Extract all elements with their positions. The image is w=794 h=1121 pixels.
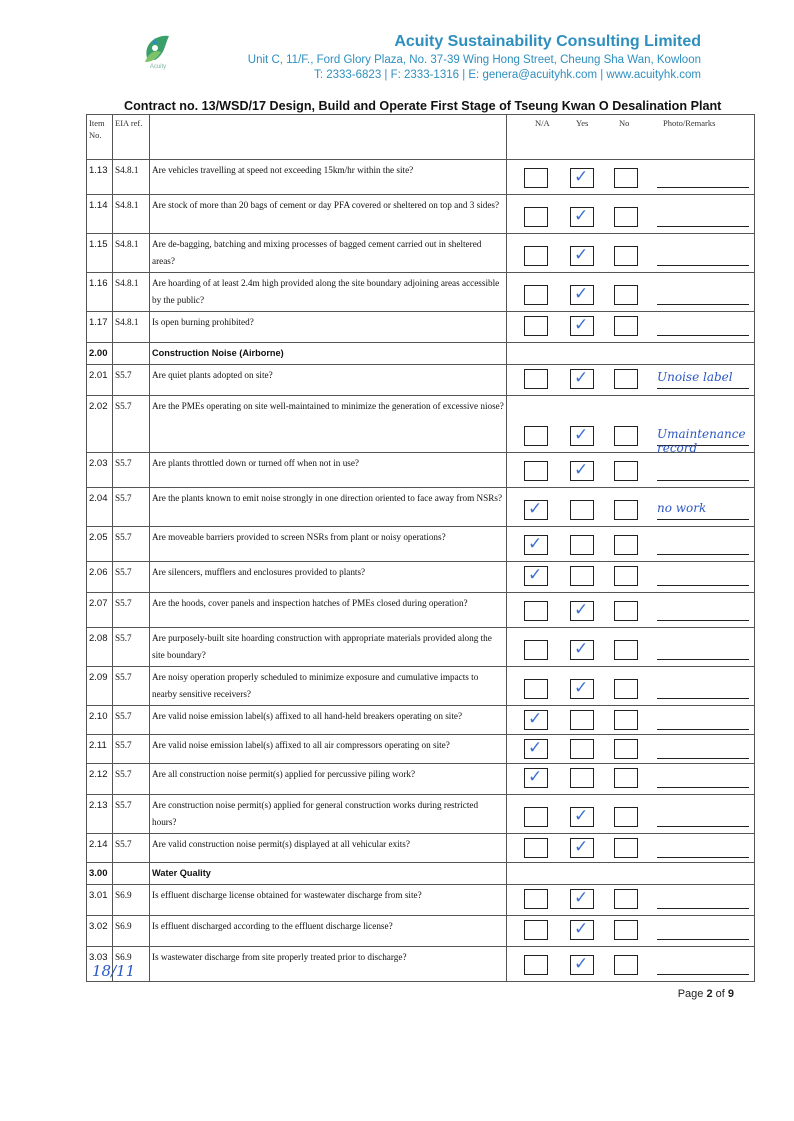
row-item-number: 2.04 [87, 488, 113, 527]
table-header-row [87, 115, 755, 160]
row-answer-cell [507, 160, 755, 195]
row-question: Is effluent discharge license obtained for wastewater discharge from site? [150, 885, 507, 916]
handwritten-date: 18/11 [92, 962, 136, 980]
row-eia-ref: S5.7 [113, 365, 150, 396]
row-item-number: 2.01 [87, 365, 113, 396]
row-item-number: 1.17 [87, 312, 113, 343]
row-item-number: 3.00 [87, 863, 113, 885]
remarks-line [657, 304, 749, 305]
checkbox-no[interactable] [614, 807, 638, 827]
section-row [87, 863, 755, 885]
row-answer-cell [507, 735, 755, 764]
row-eia-ref: S5.7 [113, 628, 150, 667]
row-answer-cell [507, 764, 755, 795]
row-question: Are all construction noise permit(s) applied for percussive piling work? [150, 764, 507, 795]
row-question: Are stock of more than 20 bags of cement or day PFA covered or sheltered on top and 3 sides? [150, 195, 507, 234]
checkbox-na[interactable] [524, 640, 548, 660]
table-row [87, 706, 755, 735]
table-row [87, 312, 755, 343]
checkbox-yes[interactable] [570, 768, 594, 788]
tick-mark-icon: ✓ [574, 837, 589, 857]
table-row [87, 667, 755, 706]
remarks-line [657, 226, 749, 227]
checkbox-na[interactable] [524, 920, 548, 940]
company-name: Acuity Sustainability Consulting Limited [394, 33, 701, 50]
table-row [87, 234, 755, 273]
checkbox-no[interactable] [614, 316, 638, 336]
row-eia-ref: S6.9 [113, 947, 150, 982]
row-item-number: 3.02 [87, 916, 113, 947]
row-question: Is effluent discharged according to the effluent discharge license? [150, 916, 507, 947]
row-answer-cell [507, 562, 755, 593]
row-item-number: 2.03 [87, 453, 113, 488]
tick-mark-icon: ✓ [528, 709, 543, 729]
row-item-number: 1.16 [87, 273, 113, 312]
row-question: Are valid noise emission label(s) affixed to all air compressors operating on site? [150, 735, 507, 764]
tick-mark-icon: ✓ [574, 315, 589, 335]
table-row [87, 834, 755, 863]
table-row [87, 562, 755, 593]
checkbox-no[interactable] [614, 601, 638, 621]
row-answer-cell [507, 885, 755, 916]
row-eia-ref: S6.9 [113, 916, 150, 947]
table-row [87, 764, 755, 795]
row-item-number: 1.15 [87, 234, 113, 273]
table-row [87, 396, 755, 453]
row-eia-ref: S5.7 [113, 667, 150, 706]
checkbox-no[interactable] [614, 246, 638, 266]
row-question: Are de-bagging, batching and mixing processes of bagged cement carried out in sheltered areas? [150, 234, 507, 273]
remarks-line [657, 857, 749, 858]
remarks-line [657, 519, 749, 520]
header-yes: Yes [576, 118, 589, 128]
header-eia: EIA ref. [113, 115, 150, 160]
tick-mark-icon: ✓ [528, 565, 543, 585]
row-answer-cell [507, 488, 755, 527]
checkbox-na[interactable] [524, 838, 548, 858]
row-item-number: 2.07 [87, 593, 113, 628]
row-answer-cell [507, 947, 755, 982]
table-row [87, 795, 755, 834]
checkbox-na[interactable] [524, 207, 548, 227]
remarks-line [657, 659, 749, 660]
row-question: Is open burning prohibited? [150, 312, 507, 343]
row-question: Are plants throttled down or turned off when not in use? [150, 453, 507, 488]
checkbox-yes[interactable] [570, 710, 594, 730]
checkbox-na[interactable] [524, 601, 548, 621]
section-row [87, 343, 755, 365]
tick-mark-icon: ✓ [574, 806, 589, 826]
remarks-line [657, 787, 749, 788]
row-eia-ref: S5.7 [113, 706, 150, 735]
remarks-line [657, 585, 749, 586]
remarks-line [657, 974, 749, 975]
table-row [87, 947, 755, 982]
row-item-number: 2.13 [87, 795, 113, 834]
checkbox-no[interactable] [614, 920, 638, 940]
checkbox-no[interactable] [614, 369, 638, 389]
company-contact: T: 2333-6823 | F: 2333-1316 | E: genera@acuityhk.com | www.acuityhk.com [314, 69, 701, 81]
remarks-line [657, 939, 749, 940]
row-question: Are vehicles travelling at speed not exceeding 15km/hr within the site? [150, 160, 507, 195]
remarks-line [657, 908, 749, 909]
table-row [87, 628, 755, 667]
row-answer-cell [507, 195, 755, 234]
row-eia-ref: S5.7 [113, 488, 150, 527]
checkbox-yes[interactable] [570, 739, 594, 759]
row-answer-cell [507, 916, 755, 947]
row-item-number: 2.06 [87, 562, 113, 593]
row-eia-ref: S5.7 [113, 527, 150, 562]
tick-mark-icon: ✓ [574, 919, 589, 939]
table-row [87, 735, 755, 764]
checkbox-no[interactable] [614, 640, 638, 660]
table-row [87, 195, 755, 234]
checkbox-no[interactable] [614, 679, 638, 699]
row-item-number: 3.03 [87, 947, 113, 982]
row-item-number: 2.09 [87, 667, 113, 706]
row-eia-ref: S4.8.1 [113, 160, 150, 195]
tick-mark-icon: ✓ [574, 245, 589, 265]
checkbox-yes[interactable] [570, 566, 594, 586]
table-row [87, 160, 755, 195]
remarks-line [657, 758, 749, 759]
table-row [87, 365, 755, 396]
section-title: Construction Noise (Airborne) [150, 343, 507, 365]
tick-mark-icon: ✓ [574, 888, 589, 908]
checkbox-na[interactable] [524, 679, 548, 699]
table-row [87, 593, 755, 628]
remarks-line [657, 698, 749, 699]
handwritten-remark: no work [657, 501, 707, 515]
row-item-number: 1.13 [87, 160, 113, 195]
row-eia-ref: S4.8.1 [113, 312, 150, 343]
tick-mark-icon: ✓ [528, 499, 543, 519]
row-question: Are construction noise permit(s) applied for general construction works during restricted hours? [150, 795, 507, 834]
row-item-number: 2.14 [87, 834, 113, 863]
row-item-number: 2.05 [87, 527, 113, 562]
row-item-number: 2.00 [87, 343, 113, 365]
tick-mark-icon: ✓ [574, 678, 589, 698]
row-answer-cell [507, 667, 755, 706]
header-marks [507, 115, 755, 160]
row-eia-ref: S5.7 [113, 593, 150, 628]
row-eia-ref: S4.8.1 [113, 195, 150, 234]
tick-mark-icon: ✓ [574, 368, 589, 388]
checklist-table [86, 114, 755, 982]
row-eia-ref: S5.7 [113, 834, 150, 863]
tick-mark-icon: ✓ [574, 600, 589, 620]
row-item-number: 3.01 [87, 885, 113, 916]
checkbox-na[interactable] [524, 168, 548, 188]
checkbox-no[interactable] [614, 710, 638, 730]
row-question: Is wastewater discharge from site properly treated prior to discharge? [150, 947, 507, 982]
row-question: Are the hoods, cover panels and inspection hatches of PMEs closed during operation? [150, 593, 507, 628]
checkbox-no[interactable] [614, 461, 638, 481]
remarks-line [657, 620, 749, 621]
row-question: Are the plants known to emit noise strongly in one direction oriented to face away from NSRs? [150, 488, 507, 527]
handwritten-remark: Unoise label [657, 370, 733, 384]
tick-mark-icon: ✓ [574, 167, 589, 187]
checkbox-no[interactable] [614, 838, 638, 858]
row-question: Are hoarding of at least 2.4m high provided along the site boundary adjoining areas accessible by the public? [150, 273, 507, 312]
row-question: Are silencers, mufflers and enclosures provided to plants? [150, 562, 507, 593]
checkbox-na[interactable] [524, 369, 548, 389]
header-na: N/A [535, 118, 550, 128]
header-remarks: Photo/Remarks [663, 118, 716, 128]
row-question: Are purposely-built site hoarding construction with appropriate materials provided along the site boundary? [150, 628, 507, 667]
table-row [87, 916, 755, 947]
row-answer-cell [507, 527, 755, 562]
table-row [87, 527, 755, 562]
company-address: Unit C, 11/F., Ford Glory Plaza, No. 37-39 Wing Hong Street, Cheung Sha Wan, Kowloon [247, 54, 701, 66]
row-item-number: 2.08 [87, 628, 113, 667]
tick-mark-icon: ✓ [528, 534, 543, 554]
row-answer-cell [507, 628, 755, 667]
checkbox-yes[interactable] [570, 535, 594, 555]
checkbox-no[interactable] [614, 207, 638, 227]
row-eia-ref: S5.7 [113, 453, 150, 488]
row-eia-ref: S6.9 [113, 885, 150, 916]
checkbox-no[interactable] [614, 426, 638, 446]
checkbox-no[interactable] [614, 285, 638, 305]
table-row [87, 273, 755, 312]
letterhead [0, 0, 794, 95]
remarks-line [657, 388, 749, 389]
row-question: Are quiet plants adopted on site? [150, 365, 507, 396]
row-question: Are moveable barriers provided to screen NSRs from plant or noisy operations? [150, 527, 507, 562]
row-item-number: 2.02 [87, 396, 113, 453]
checkbox-no[interactable] [614, 535, 638, 555]
row-answer-cell [507, 234, 755, 273]
tick-mark-icon: ✓ [528, 738, 543, 758]
row-answer-cell [507, 396, 755, 453]
row-question: Are noisy operation properly scheduled to minimize exposure and cumulative impacts to nearby sensitive receivers? [150, 667, 507, 706]
checkbox-na[interactable] [524, 285, 548, 305]
row-answer-cell [507, 273, 755, 312]
row-answer-cell [507, 834, 755, 863]
checkbox-no[interactable] [614, 739, 638, 759]
page-number: Page 2 of 9 [677, 988, 734, 1000]
remarks-line [657, 265, 749, 266]
tick-mark-icon: ✓ [574, 206, 589, 226]
checkbox-na[interactable] [524, 807, 548, 827]
tick-mark-icon: ✓ [574, 954, 589, 974]
tick-mark-icon: ✓ [528, 767, 543, 787]
section-title: Water Quality [150, 863, 507, 885]
header-item: Item No. [87, 115, 113, 160]
row-answer-cell [507, 706, 755, 735]
header-no: No [619, 118, 630, 128]
row-answer-cell [507, 312, 755, 343]
table-row [87, 488, 755, 527]
row-question: Are valid noise emission label(s) affixed to all hand-held breakers operating on site? [150, 706, 507, 735]
row-answer-cell [507, 795, 755, 834]
row-item-number: 1.14 [87, 195, 113, 234]
row-answer-cell [507, 365, 755, 396]
row-item-number: 2.10 [87, 706, 113, 735]
checkbox-no[interactable] [614, 500, 638, 520]
contract-title: Contract no. 13/WSD/17 Design, Build and Operate First Stage of Tseung Kwan O Desalination Plant [124, 99, 722, 113]
checkbox-na[interactable] [524, 461, 548, 481]
tick-mark-icon: ✓ [574, 460, 589, 480]
row-question: Are valid construction noise permit(s) displayed at all vehicular exits? [150, 834, 507, 863]
row-item-number: 2.12 [87, 764, 113, 795]
remarks-line [657, 187, 749, 188]
row-eia-ref: S5.7 [113, 764, 150, 795]
checkbox-na[interactable] [524, 889, 548, 909]
table-row [87, 453, 755, 488]
tick-mark-icon: ✓ [574, 639, 589, 659]
row-item-number: 2.11 [87, 735, 113, 764]
checkbox-no[interactable] [614, 768, 638, 788]
row-question: Are the PMEs operating on site well-maintained to minimize the generation of excessive niose? [150, 396, 507, 453]
row-answer-cell [507, 863, 755, 885]
remarks-line [657, 554, 749, 555]
remarks-line [657, 335, 749, 336]
checkbox-na[interactable] [524, 246, 548, 266]
row-answer-cell [507, 593, 755, 628]
remarks-line [657, 480, 749, 481]
handwritten-remark: Umaintenance record [657, 427, 746, 455]
checkbox-yes[interactable] [570, 500, 594, 520]
row-eia-ref: S5.7 [113, 735, 150, 764]
tick-mark-icon: ✓ [574, 425, 589, 445]
row-answer-cell [507, 343, 755, 365]
row-answer-cell [507, 453, 755, 488]
remarks-line [657, 729, 749, 730]
table-row [87, 885, 755, 916]
checkbox-na[interactable] [524, 316, 548, 336]
checkbox-no[interactable] [614, 168, 638, 188]
header-question [150, 115, 507, 160]
remarks-line [657, 826, 749, 827]
tick-mark-icon: ✓ [574, 284, 589, 304]
checkbox-no[interactable] [614, 955, 638, 975]
checkbox-no[interactable] [614, 889, 638, 909]
checkbox-na[interactable] [524, 955, 548, 975]
row-eia-ref: S5.7 [113, 795, 150, 834]
row-eia-ref: S5.7 [113, 562, 150, 593]
checkbox-na[interactable] [524, 426, 548, 446]
row-eia-ref: S4.8.1 [113, 234, 150, 273]
logo-text: Acuity [149, 64, 167, 70]
row-eia-ref [113, 343, 150, 365]
row-eia-ref: S5.7 [113, 396, 150, 453]
row-eia-ref [113, 863, 150, 885]
row-eia-ref: S4.8.1 [113, 273, 150, 312]
company-logo-icon [125, 28, 191, 84]
checkbox-no[interactable] [614, 566, 638, 586]
